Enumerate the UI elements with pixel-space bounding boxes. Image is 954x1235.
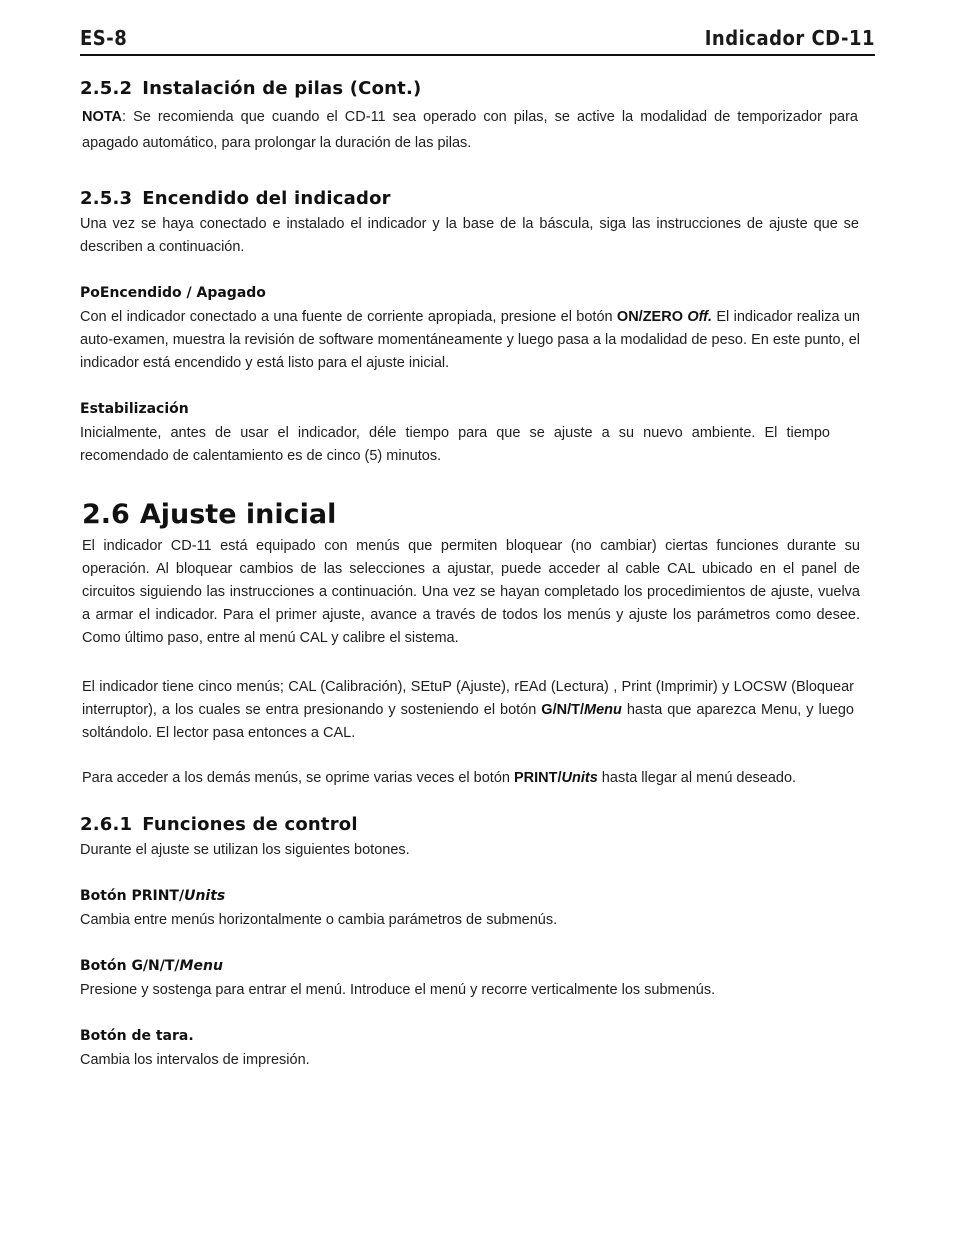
subheading-print-units: Botón PRINT/Units <box>80 888 226 904</box>
section-heading-2-6 <box>82 499 336 530</box>
section-number: 2.6 <box>82 499 130 530</box>
menus-text: El indicador tiene cinco menús; CAL (Calibración), SEtuP (Ajuste), rEAd (Lectura) , Print (Imprimir) y LOCSW (Bloquear interruptor), a los cuales se entra presionando y sosteniendo el botón <box>82 679 854 718</box>
setup-paragraph-1: El indicador CD-11 está equipado con menús que permiten bloquear (no cambiar) ciertas funciones durante su operación. Al bloquear cambios de las selecciones a ajustar, puede acceder al cable CAL ubicado en el panel de circuitos siguiendo las instrucciones a continuación. Una vez se hayan completado los procedimientos de ajuste, vuelva a armar el indicador. Para el primer ajuste, avance a través de todos los menús y ajuste los parámetros como desee. Como último paso, entre al menú CAL y calibre el sistema. <box>82 538 860 646</box>
on-zero-key: ON/ZERO Off. <box>616 309 713 325</box>
intro-paragraph: Una vez se haya conectado e instalado el indicador y la base de la báscula, siga las instrucciones de ajuste que se describen a continuación. <box>80 216 859 255</box>
section-heading-2-5-2 <box>80 78 421 99</box>
page-number: ES-8 <box>80 26 128 50</box>
access-text-continued: hasta llegar al menú deseado. <box>597 770 797 786</box>
tare-description: Cambia los intervalos de impresión. <box>80 1052 310 1068</box>
setup-paragraph-3 <box>82 767 882 790</box>
stabilization-paragraph: Inicialmente, antes de usar el indicador, déle tiempo para que se ajuste a su nuevo ambiente. El tiempo recomendado de calentamiento es de cinco (5) minutos. <box>80 425 830 464</box>
section-heading-2-6-1 <box>80 814 358 835</box>
subheading-stabilization: Estabilización <box>80 401 189 417</box>
document-title: Indicador CD-11 <box>704 26 875 50</box>
access-text: Para acceder a los demás menús, se oprime varias veces el botón <box>82 770 514 786</box>
page-header <box>80 26 875 56</box>
subheading-power: PoEncendido / Apagado <box>80 285 266 301</box>
section-number: 2.5.2 <box>80 78 133 99</box>
section-number: 2.5.3 <box>80 188 133 209</box>
section-title: Instalación de pilas (Cont.) <box>142 78 422 99</box>
power-text: Con el indicador conectado a una fuente de corriente apropiada, presione el botón <box>80 309 617 325</box>
setup-paragraph-2 <box>82 676 854 745</box>
subheading-tare: Botón de tara. <box>80 1028 194 1044</box>
gnt-menu-description: Presione y sostenga para entrar el menú. Introduce el menú y recorre verticalmente los submenús. <box>80 982 716 998</box>
section-heading-2-5-3 <box>80 188 391 209</box>
section-title: Ajuste inicial <box>139 499 337 530</box>
power-text-continued: El indicador realiza un auto-examen, muestra la revisión de software momentáneamente y luego pasa a la modalidad de peso. En este punto, el indicador está encendido y está listo para el ajuste inicial. <box>80 309 860 371</box>
note-label: NOTA <box>82 109 123 125</box>
section-title: Funciones de control <box>142 814 358 835</box>
print-units-description: Cambia entre menús horizontalmente o cambia parámetros de submenús. <box>80 912 558 928</box>
note-paragraph <box>82 104 858 156</box>
gnt-menu-key: G/N/T/Menu <box>541 702 622 718</box>
section-title: Encendido del indicador <box>142 188 391 209</box>
section-number: 2.6.1 <box>80 814 133 835</box>
menus-text-continued: hasta que aparezca Menu, y luego soltándolo. El lector pasa entonces a CAL. <box>82 702 854 741</box>
print-units-key: PRINT/Units <box>514 770 598 786</box>
power-paragraph <box>80 306 860 375</box>
controls-intro: Durante el ajuste se utilizan los siguientes botones. <box>80 842 410 858</box>
subheading-gnt-menu: Botón G/N/T/Menu <box>80 958 223 974</box>
note-text: : Se recomienda que cuando el CD-11 sea operado con pilas, se active la modalidad de temporizador para apagado automático, para prolongar la duración de las pilas. <box>82 109 858 151</box>
